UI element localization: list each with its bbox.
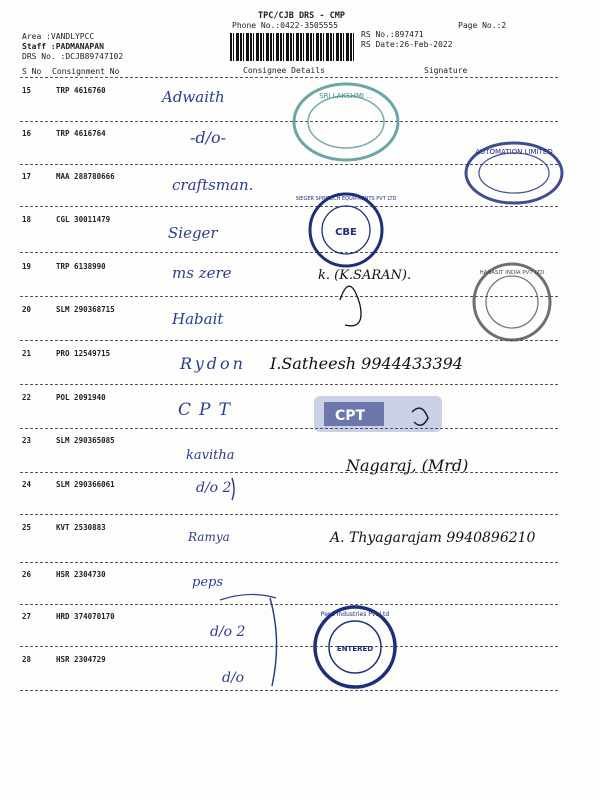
row-sno: 20 xyxy=(22,305,32,314)
row-consignment: SLM 290368715 xyxy=(56,305,115,314)
row-consignment: HSR 2304730 xyxy=(56,570,106,579)
company-stamp-icon xyxy=(462,140,566,206)
row-sno: 24 xyxy=(22,480,32,489)
row-consignment: KVT 2530883 xyxy=(56,523,106,532)
col-consignee: Consignee Details xyxy=(243,66,325,75)
company-stamp-icon xyxy=(466,262,558,342)
drs-no: DRS No. :DCJB89747102 xyxy=(22,52,124,61)
handwritten-consignee: Sieger xyxy=(168,224,218,242)
handwritten-signature: k. (K.SARAN). xyxy=(318,268,412,283)
stamp-center: CBE xyxy=(335,227,357,238)
stamp-text: SIEGER SPINTECH EQUIPMENTS PVT LTD xyxy=(295,196,397,202)
staff-label: Staff :PADMANAPAN xyxy=(22,42,104,51)
handwritten-consignee: d/o 2 xyxy=(196,480,232,496)
row-consignment: HRD 374070170 xyxy=(56,612,115,621)
phone-no: Phone No.:0422-3505555 xyxy=(232,21,338,30)
stamp-text: CPT xyxy=(334,408,366,424)
doc-title: TPC/CJB DRS - CMP xyxy=(258,11,345,21)
row-sno: 15 xyxy=(22,86,32,95)
stamp-text: Peps Industries Pvt Ltd xyxy=(320,611,390,618)
handwritten-consignee: CPT xyxy=(178,400,238,420)
handwritten-signature: Nagaraj, (Mrd) xyxy=(346,456,469,475)
handwritten-consignee: Habait xyxy=(172,310,224,328)
handwritten-consignee: ms zere xyxy=(172,264,232,282)
row-consignment: TRP 6138990 xyxy=(56,262,106,271)
row-sno: 25 xyxy=(22,523,32,532)
row-consignment: TRP 4616764 xyxy=(56,129,106,138)
handwritten-consignee: peps xyxy=(192,575,224,590)
handwritten-consignee: d/o 2 xyxy=(210,624,246,640)
row-consignment: TRP 4616760 xyxy=(56,86,106,95)
handwritten-consignee: craftsman. xyxy=(172,176,254,194)
row-consignment: MAA 288780666 xyxy=(56,172,115,181)
row-sno: 27 xyxy=(22,612,32,621)
handwritten-consignee: d/o xyxy=(222,670,245,686)
row-sno: 18 xyxy=(22,215,32,224)
stamp-center: ENTERED xyxy=(336,645,374,653)
row-sno: 17 xyxy=(22,172,32,181)
handwritten-signature: A. Thyagarajam 9940896210 xyxy=(330,530,536,546)
area-label: Area :VANDLYPCC xyxy=(22,32,95,41)
row-consignment: SLM 290366061 xyxy=(56,480,115,489)
col-signature: Signature xyxy=(424,66,468,75)
row-sno: 23 xyxy=(22,436,32,445)
company-stamp-icon xyxy=(290,82,402,164)
rs-no: RS No.:897471 xyxy=(361,30,424,39)
row-sno: 21 xyxy=(22,349,32,358)
company-stamp-icon xyxy=(312,604,398,690)
row-consignment: PRO 12549715 xyxy=(56,349,111,358)
stamp-text: SRI LAKSHMI ... xyxy=(319,92,373,100)
row-sno: 26 xyxy=(22,570,32,579)
stamp-text: HABASIT INDIA PVT LTD xyxy=(479,270,545,276)
page-no: Page No.:2 xyxy=(458,21,507,30)
stamp-text: AUTOMATION LIMITED xyxy=(475,148,553,156)
col-sno: S No xyxy=(22,67,42,76)
handwritten-consignee: Rydon xyxy=(180,354,246,373)
row-sno: 19 xyxy=(22,262,32,271)
company-stamp-icon xyxy=(295,190,397,268)
row-consignment: SLM 290365085 xyxy=(56,436,115,445)
handwritten-signature: I.Satheesh 9944433394 xyxy=(270,354,463,373)
row-consignment: HSR 2304729 xyxy=(56,655,106,664)
row-sno: 22 xyxy=(22,393,32,402)
rs-date: RS Date:26-Feb-2022 xyxy=(361,40,453,49)
col-consignment: Consignment No xyxy=(52,67,120,76)
handwritten-consignee: Adwaith xyxy=(162,88,225,106)
handwritten-consignee: -d/o- xyxy=(190,128,227,147)
company-stamp-icon xyxy=(310,392,450,438)
handwritten-consignee: Ramya xyxy=(188,530,230,544)
row-sno: 28 xyxy=(22,655,32,664)
row-sno: 16 xyxy=(22,129,32,138)
row-consignment: CGL 30011479 xyxy=(56,215,111,224)
row-consignment: POL 2091940 xyxy=(56,393,106,402)
handwritten-consignee: kavitha xyxy=(186,448,235,463)
